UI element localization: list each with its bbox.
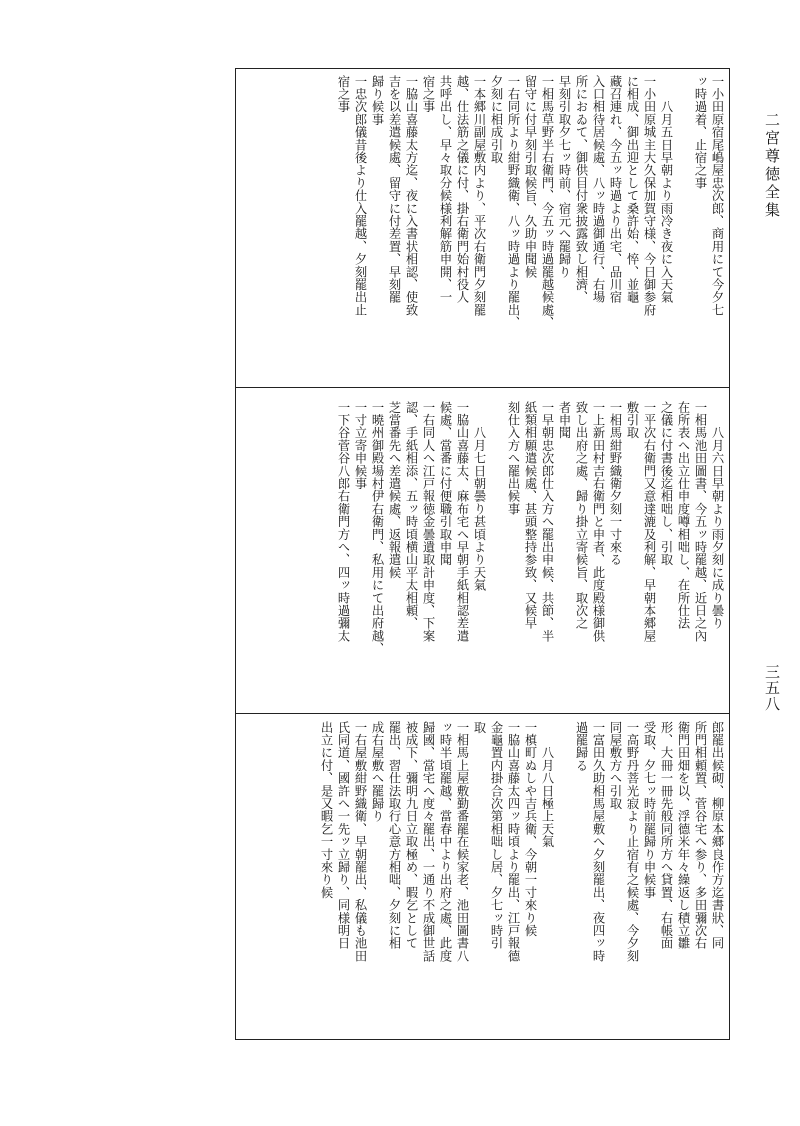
text-line: 八月六日早朝より雨夕刻に成り曇り <box>710 401 724 630</box>
text-line: 氏同道、國許へ一先ッ立歸り、同様明日 <box>336 721 350 950</box>
text-line: 紙類相願遣候處、甚頭整持参致、又候早 <box>523 401 537 630</box>
text-line: に相成、御出迎として桑許始、悴、並龜 <box>625 75 639 304</box>
text-line: 越、仕法筋之儀に付、掛右衛門始村役人 <box>455 75 469 304</box>
text-line: 郎罷出候砌、柳原本郷良作方迄書狀、同 <box>710 721 724 950</box>
text-tier-middle <box>239 401 725 706</box>
text-line: 一小田原城主大久保加賀守様、今日御参府 <box>642 75 656 317</box>
text-line: 一相馬紺野織衛夕刻一寸來る <box>608 401 622 567</box>
text-line: 衛門田畑を以、浮德米年々繰返し積立雛 <box>676 721 690 950</box>
text-line: 一下谷菅谷八郎右衛門方へ、四ッ時過彌太 <box>336 401 350 643</box>
text-line: 形、大冊一冊先般同所方へ貸置、右帳面 <box>659 721 673 950</box>
text-line: 一右同人へ江戸報徳金曇遺取計申度、下案 <box>421 401 435 643</box>
text-line: 留守に付早刻引取候旨、久助申聞候 <box>523 75 537 279</box>
text-line: 受取、夕七ッ時前罷歸り申候事 <box>642 721 656 899</box>
text-line: 致し出府之處、歸り掛立寄候旨、取次之 <box>574 401 588 630</box>
text-line: 芝當番先へ差遣候處、返報遣候 <box>387 401 401 579</box>
text-line <box>674 75 691 379</box>
page-number: 三五八 <box>763 664 781 712</box>
text-line: 一脇山喜藤太四ッ時頃より罷出、江戸報德 <box>506 721 520 963</box>
text-line: 一右屋敷紺野織衛、早朝罷出、私儀も池田 <box>353 721 367 963</box>
text-line: 一相馬上屋敷勤番罷在候家老、池田圖書八 <box>455 721 469 963</box>
text-line: 認、手紙相添、五ッ時頃横山平太相頼、 <box>404 401 418 630</box>
text-line: 一相馬池田圖書、今五ッ時罷越、近日之內 <box>693 401 707 643</box>
text-tier-top <box>239 75 725 379</box>
text-line: 一寸立寄申候事 <box>353 401 367 490</box>
text-line: 成右屋敷へ罷歸り <box>370 721 384 823</box>
text-line: 者申聞 <box>557 401 571 440</box>
tier-text-middle <box>239 401 725 706</box>
text-line: 歸り候事 <box>370 75 384 126</box>
text-line: 八月八日極上天氣 <box>540 721 554 848</box>
text-line: ッ時過着、止宿之事 <box>693 75 707 190</box>
text-line: 一脇山喜藤太、麻布宅へ早朝手紙相認差遣 <box>455 401 469 643</box>
text-line: 同屋敷方へ引取 <box>608 721 622 810</box>
text-line: 入口相待居候處、八ッ時過御通行、右場 <box>591 75 605 304</box>
text-line: 早刻引取夕七ッ時前、宿元へ罷歸り <box>557 75 571 279</box>
tier-divider-lower <box>236 713 729 714</box>
text-line: 所におゐて、御供目付衆披露致し相濟、 <box>574 75 588 304</box>
page-frame <box>235 68 730 1040</box>
text-line: 罷出、習仕法取行心意方相咄、夕刻に相 <box>387 721 401 950</box>
text-line: 歸國、當宅へ度々罷出、一通り不成御世話 <box>421 721 435 963</box>
text-line: 在所表へ出立仕申度噂相咄し、在所仕法 <box>676 401 690 630</box>
text-line: 候處、當番に付便職引取申聞 <box>438 401 452 567</box>
text-line: 一脇山喜藤太方迄、夜に入書状相認、使致 <box>404 75 418 317</box>
text-line: 一早朝忠次郎仕入方へ罷出申候、共節、半 <box>540 401 554 643</box>
text-line <box>487 401 504 706</box>
tier-divider-upper <box>236 387 729 388</box>
text-line: 一小田原宿尾嶋屋忠次郎、商用にて今夕七 <box>710 75 724 317</box>
text-line: 一槙町ぬしや吉兵衛、今朝一寸來り候 <box>523 721 537 937</box>
text-line: 取 <box>472 721 486 734</box>
text-line: 夕刻に相成引取 <box>489 75 503 164</box>
text-line <box>555 721 572 1033</box>
text-line: 之儀に付書後迄相咄し、引取 <box>659 401 673 567</box>
text-line: 所門相頼置、菅谷宅へ参り、多田彌次右 <box>693 721 707 950</box>
text-line: 刻仕入方へ罷出候事 <box>506 401 520 516</box>
text-line: 過罷歸る <box>574 721 588 772</box>
book-title-header: 二宮尊徳全集 <box>763 112 781 220</box>
text-line: 宿之事 <box>336 75 350 114</box>
text-line: 八月五日早朝より雨冷き夜に入天氣 <box>659 75 673 304</box>
text-line: 一上新田村吉右衛門と申者、此度殿様御供 <box>591 401 605 643</box>
tier-text-top <box>239 75 725 379</box>
text-line: 一曉州御殿場村伊右衛門、私用にて出府越、 <box>370 401 384 655</box>
text-line: 一相馬草野半右衛門、今五ッ時過罷越候處、 <box>540 75 554 329</box>
text-line: 被成下、彌明九日立取極め、暇乞として <box>404 721 418 950</box>
text-line: 一忠次郎儀昔後より仕入罷越、夕刻罷出止 <box>353 75 367 317</box>
text-line: 共呼出し、早々取分候様利解筋申開、一 <box>438 75 452 304</box>
tier-text-bottom <box>239 721 725 1033</box>
text-line: 一右同所より紺野織衛、八ッ時過より罷出、 <box>506 75 520 329</box>
text-line: 藏召連れ、今五ッ時過より出宅、品川宿 <box>608 75 622 304</box>
text-line: 出立に付、是又暇乞一寸來り候 <box>319 721 333 899</box>
text-line: 敷引取 <box>625 401 639 440</box>
text-line: ッ時半頃罷越、當春中より出府之處、此度 <box>438 721 452 963</box>
text-line: 宿之事 <box>421 75 435 114</box>
text-line: 一高野丹菩光寂より止宿有之候處、今夕刻 <box>625 721 639 963</box>
text-line: 一富田久助相馬屋敷へ夕刻罷出、夜四ッ時 <box>591 721 605 963</box>
text-line: 金龜置内掛合次第相咄し居、夕七ッ時引 <box>489 721 503 950</box>
text-line: 一平次右衛門又意達漉及利解、早朝本郷屋 <box>642 401 656 643</box>
text-line: 吉を以差遣候處、留守に付差置、早刻罷 <box>387 75 401 304</box>
text-line: 一本郷川副屋敷内より、平次右衛門夕刻罷 <box>472 75 486 317</box>
text-tier-bottom <box>239 721 725 1033</box>
text-line: 八月七日朝曇り甚頃より天氣 <box>472 401 486 592</box>
